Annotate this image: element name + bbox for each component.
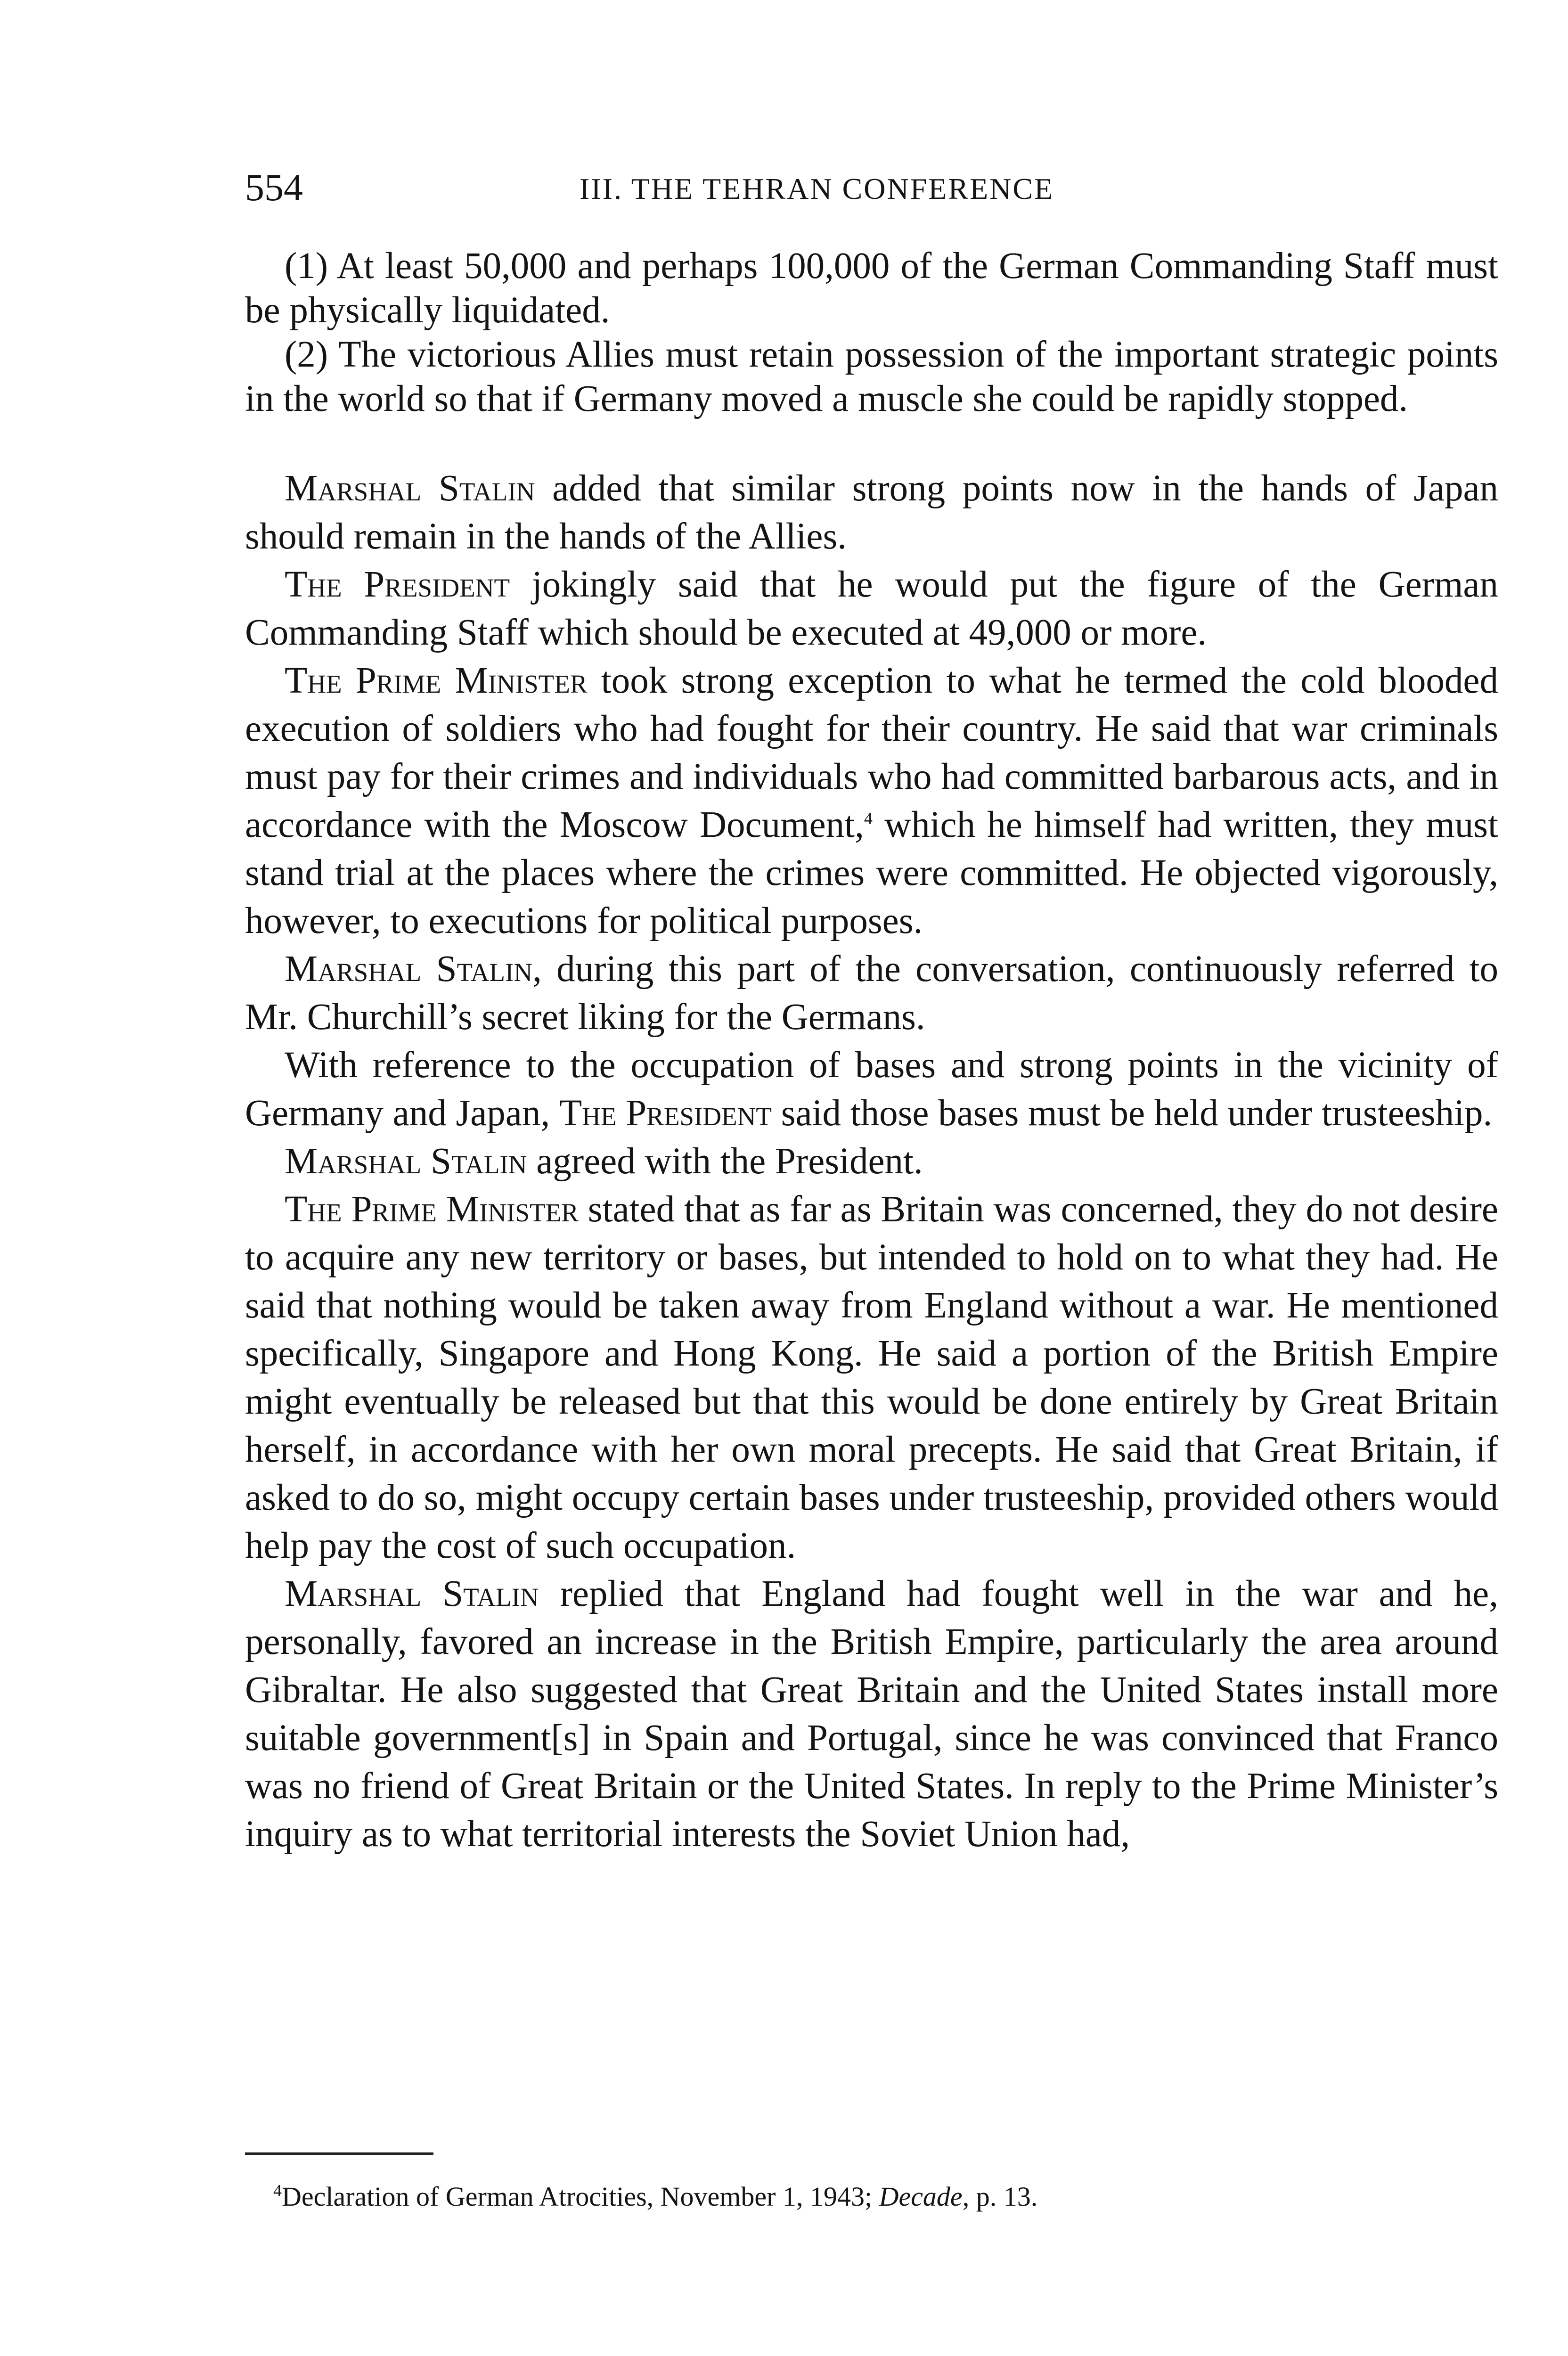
speaker-name: The Prime Minister [285,660,588,701]
speaker-name: The President [559,1093,772,1134]
page-number: 554 [245,166,303,209]
speaker-name: The Prime Minister [285,1189,579,1230]
footnote [273,2178,1498,2216]
paragraph-text: which he himself had written, they must stand trial at the places where the crimes were committed. He objected vigorously, however, to executions for political purposes. [245,804,1498,941]
paragraph-text: jokingly said that he would put the figure of the German Commanding Staff which should be executed at 49,000 or more. [245,564,1498,653]
paragraph-text: stated that as far as Britain was concerned, they do not desire to acquire any new territory or bases, but intended to hold on to what they had. He said that nothing would be taken away from England without a war. He mentioned specifically, Singapore and Hong Kong. He said a portion of the British Empire might eventually be released but that this would be done entirely by Great Britain herself, in accordance with her own moral precepts. He said that Great Britain, if asked to do so, might occupy certain bases under trusteeship, provided others would help pay the cost of such occupation. [245,1189,1498,1566]
list-item-1: (1) At least 50,000 and perhaps 100,000 of the German Commanding Staff must be physically liquidated. [245,245,1498,331]
paragraph-4 [245,561,1498,657]
speaker-name: Marshal Stalin [285,1573,539,1614]
footnote-suffix: , p. 13. [962,2181,1038,2212]
footnote-reference: 4 [864,809,873,828]
speaker-name: Marshal Stalin [285,1141,527,1182]
paragraph-5 [245,657,1498,945]
paragraph-text: agreed with the President. [527,1141,923,1182]
paragraph-8 [245,1137,1498,1186]
paragraph-3 [245,465,1498,561]
paragraph-text: With reference to the occupation of bases and strong points in the vicinity of Germany and Japan, [245,1045,1498,1134]
body-text [245,244,1498,1858]
footnote-text: Declaration of German Atrocities, November 1, 1943; [282,2181,879,2212]
list-item-2: (2) The victorious Allies must retain possession of the important strategic points in the world so that if Germany moved a muscle she could be rapidly stopped. [245,334,1498,419]
paragraph-text: added that similar strong points now in the hands of Japan should remain in the hands of the Allies. [245,468,1499,557]
footnote-mark: 4 [273,2181,282,2200]
footnote-italic-title: Decade [879,2181,963,2212]
speaker-name: The President [285,564,510,605]
paragraph-text: took strong exception to what he termed the cold blooded execution of soldiers who had fought for their country. He said that war criminals must pay for their crimes and individuals who had committed barbarous acts, and in accordance with the Moscow Document, [245,660,1498,845]
paragraph-6 [245,945,1498,1041]
paragraph-7 [245,1041,1498,1137]
running-head [245,164,1498,211]
footnote-divider [245,2152,433,2155]
paragraph-10 [245,1570,1498,1858]
paragraph-9 [245,1186,1498,1570]
running-head-title: III. THE TEHRAN CONFERENCE [580,172,1054,205]
speaker-name: Marshal Stalin [285,468,535,509]
paragraph-text: replied that England had fought well in the war and he, personally, favored an increase in the British Empire, particularly the area around Gibraltar. He also suggested that Great Britain and the United States install more suitable government[s] in Spain and Portugal, since he was convinced that Franco was no friend of Great Britain or the United States. In reply to the Prime Minister’s inquiry as to what territorial interests the Soviet Union had, [245,1573,1498,1855]
paragraph-text: said those bases must be held under trusteeship. [771,1093,1493,1134]
speaker-name: Marshal Stalin [285,949,533,990]
paragraph-text: , during this part of the conversation, continuously referred to Mr. Churchill’s secret liking for the Germans. [245,949,1498,1038]
